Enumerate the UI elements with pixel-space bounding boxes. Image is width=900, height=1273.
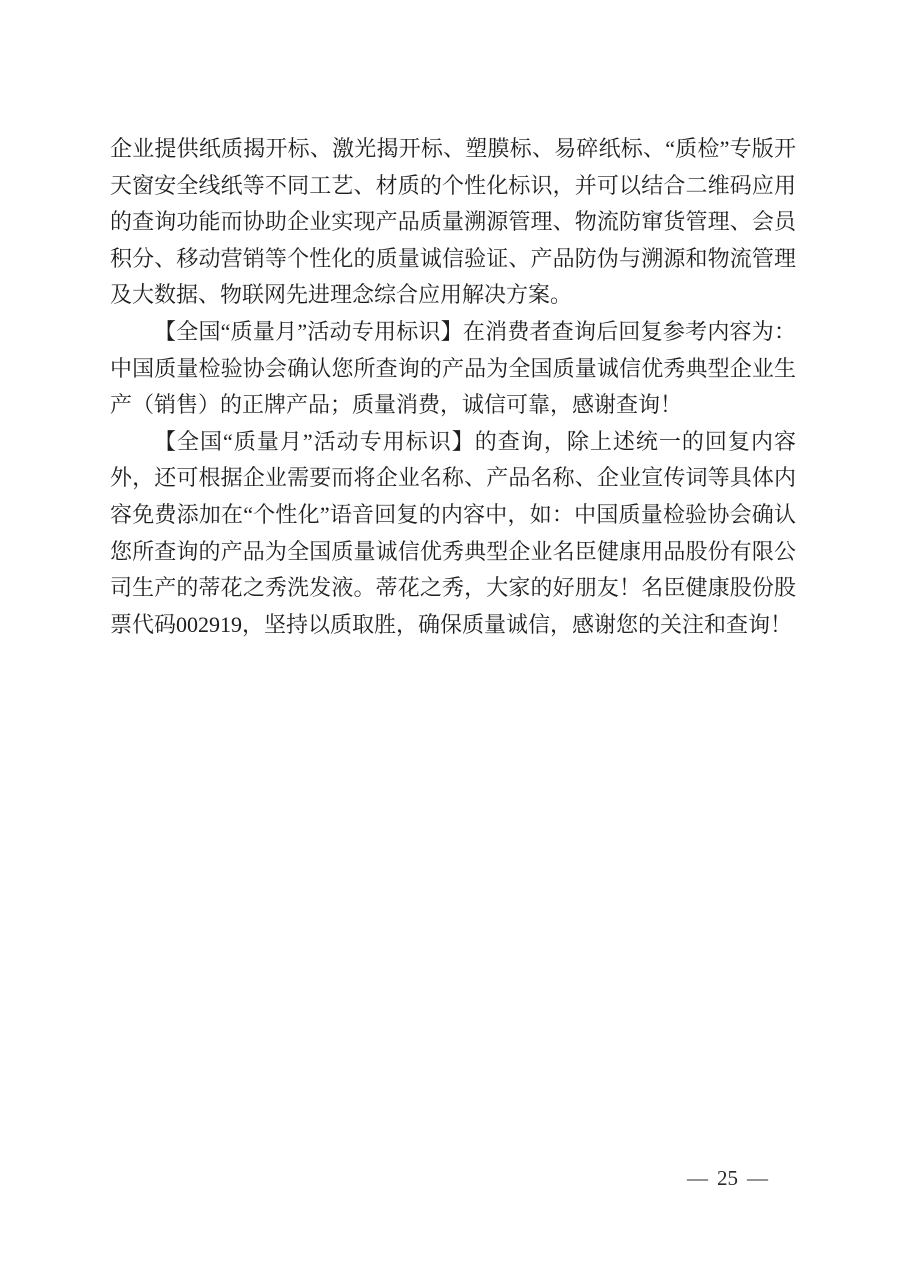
page-number bbox=[678, 1166, 777, 1191]
page-number-dash-right: — bbox=[747, 1166, 768, 1190]
page-number-dash-left: — bbox=[687, 1166, 708, 1190]
paragraph-continuation: 企业提供纸质揭开标、激光揭开标、塑膜标、易碎纸标、“质检”专版开天窗安全线纸等不同工艺、材质的个性化标识，并可以结合二维码应用的查询功能而协助企业实现产品质量溯源管理、物流防窜货管理、会员积分、移动营销等个性化的质量诚信验证、产品防伪与溯源和物流管理及大数据、物联网先进理念综合应用解决方案。 bbox=[110, 136, 796, 308]
paragraph-quality-month-query: 【全国“质量月”活动专用标识】的查询，除上述统一的回复内容外，还可根据企业需要而将企业名称、产品名称、企业宣传词等具体内容免费添加在“个性化”语音回复的内容中，如：中国质量检验协会确认您所查询的产品为全国质量诚信优秀典型企业名臣健康用品股份有限公司生产的蒂花之秀洗发液。蒂花之秀，大家的好朋友！名臣健康股份股票代码002919，坚持以质取胜，确保质量诚信，感谢您的关注和查询！ bbox=[110, 428, 796, 637]
paragraph-quality-month-reply: 【全国“质量月”活动专用标识】在消费者查询后回复参考内容为：中国质量检验协会确认您所查询的产品为全国质量诚信优秀典型企业生产（销售）的正牌产品；质量消费，诚信可靠，感谢查询！ bbox=[110, 318, 796, 418]
page-number-value: 25 bbox=[717, 1166, 738, 1190]
body-text bbox=[110, 131, 796, 643]
